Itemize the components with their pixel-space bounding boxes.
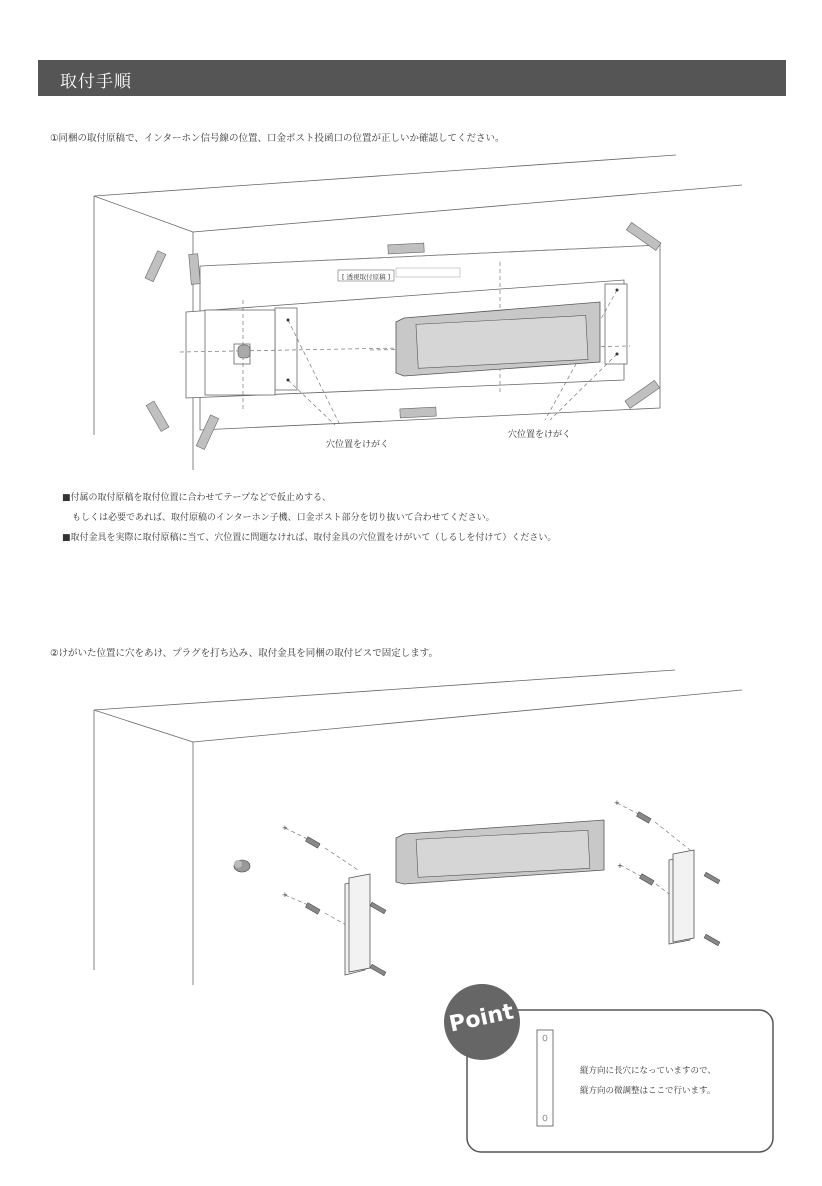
section-title: 取付手順 bbox=[60, 72, 132, 92]
note-1: ■付属の取付原稿を取付位置に合わせてテープなどで仮止めする、 bbox=[62, 493, 332, 503]
note-2: もしくは必要であれば、取付原稿のインターホン子機、口金ポスト部分を切り抜いて合わせてください。 bbox=[72, 513, 495, 523]
bracket-slot-icon bbox=[537, 1030, 553, 1126]
svg-text:+: + bbox=[617, 862, 623, 870]
callout-left: 穴位置をけがく bbox=[326, 440, 390, 450]
note-3: ■取付金具を実際に取付原稿に当て、穴位置に問題なければ、取付金具の穴位置をけがいて（しるしを付けて）ください。 bbox=[62, 533, 557, 543]
point-line-2: 縦方向の微調整はここで行います。 bbox=[580, 1086, 716, 1096]
callout-right: 穴位置をけがく bbox=[508, 430, 572, 440]
template-label: [ 透視取付原稿 ] bbox=[342, 273, 391, 281]
svg-text:+: + bbox=[614, 799, 620, 807]
point-badge-label: Point bbox=[447, 999, 516, 1038]
svg-text:+: + bbox=[282, 824, 288, 832]
point-line-1: 縦方向に長穴になっていますので、 bbox=[580, 1066, 716, 1076]
step2-instruction: ②けがいた位置に穴をあけ、プラグを打ち込み、取付金具を同梱の取付ビスで固定します。 bbox=[50, 648, 438, 659]
svg-text:+: + bbox=[282, 891, 288, 899]
step1-instruction: ①同梱の取付原稿で、インターホン信号線の位置、口金ポスト投函口の位置が正しいか確認してください。 bbox=[50, 133, 505, 144]
